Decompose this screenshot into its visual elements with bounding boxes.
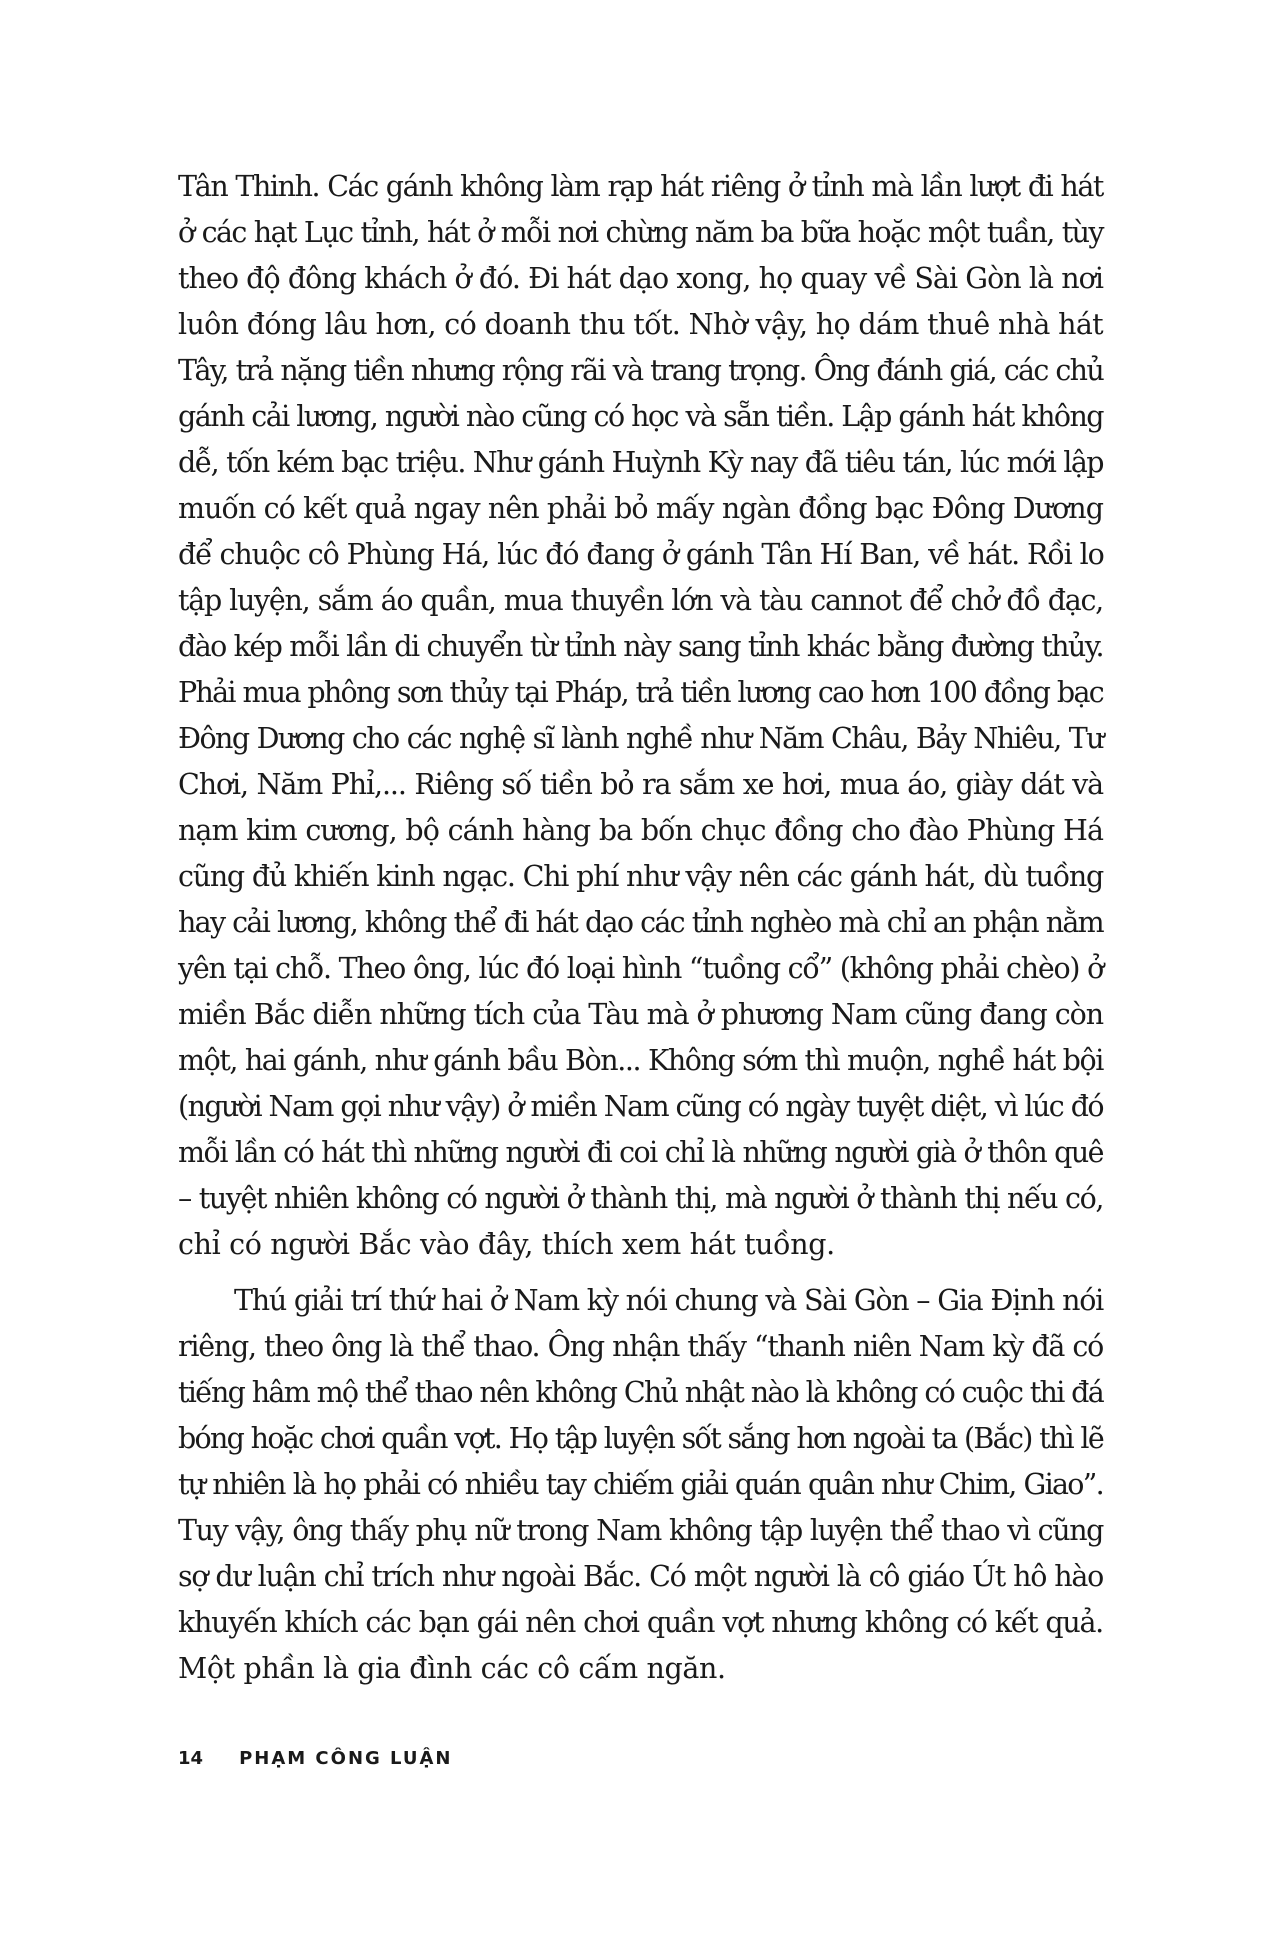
text-line: Tân Thinh. Các gánh không làm rạp hát riêng ở tỉnh mà lần lượt đi hát (178, 170, 1103, 203)
text-line: Tuy vậy, ông thấy phụ nữ trong Nam không tập luyện thể thao vì cũng (178, 1514, 1103, 1547)
text-line: Tây, trả nặng tiền nhưng rộng rãi và trang trọng. Ông đánh giá, các chủ (178, 354, 1103, 387)
text-line: tự nhiên là họ phải có nhiều tay chiếm giải quán quân như Chim, Giao”. (178, 1468, 1103, 1501)
text-line: sợ dư luận chỉ trích như ngoài Bắc. Có một người là cô giáo Út hô hào (178, 1560, 1103, 1593)
text-line: yên tại chỗ. Theo ông, lúc đó loại hình “tuồng cổ” (không phải chèo) ở (178, 952, 1103, 985)
text-line: mỗi lần có hát thì những người đi coi chỉ là những người già ở thôn quê (178, 1136, 1103, 1169)
text-line: nạm kim cương, bộ cánh hàng ba bốn chục đồng cho đào Phùng Há (178, 814, 1103, 847)
text-line: để chuộc cô Phùng Há, lúc đó đang ở gánh Tân Hí Ban, về hát. Rồi lo (178, 538, 1104, 571)
paragraph-2 (178, 1278, 1103, 1692)
text-line: một, hai gánh, như gánh bầu Bòn... Không sớm thì muộn, nghề hát bội (178, 1044, 1103, 1077)
paragraph-gap (178, 1268, 1103, 1278)
body-text (178, 164, 1103, 1692)
text-line: Một phần là gia đình các cô cấm ngăn. (178, 1652, 726, 1685)
text-line: (người Nam gọi như vậy) ở miền Nam cũng có ngày tuyệt diệt, vì lúc đó (178, 1090, 1104, 1123)
page-footer (178, 1748, 453, 1769)
author-name: PHẠM CÔNG LUẬN (239, 1748, 453, 1769)
text-line: Đông Dương cho các nghệ sĩ lành nghề như Năm Châu, Bảy Nhiêu, Tư (178, 722, 1103, 755)
text-line: hay cải lương, không thể đi hát dạo các tỉnh nghèo mà chỉ an phận nằm (178, 906, 1103, 939)
text-line: ở các hạt Lục tỉnh, hát ở mỗi nơi chừng năm ba bữa hoặc một tuần, tùy (178, 216, 1103, 249)
text-line: đào kép mỗi lần di chuyển từ tỉnh này sang tỉnh khác bằng đường thủy. (178, 630, 1103, 663)
text-line: – tuyệt nhiên không có người ở thành thị, mà người ở thành thị nếu có, (178, 1182, 1103, 1215)
text-line: khuyến khích các bạn gái nên chơi quần vợt nhưng không có kết quả. (178, 1606, 1103, 1639)
text-line: cũng đủ khiến kinh ngạc. Chi phí như vậy nên các gánh hát, dù tuồng (178, 860, 1103, 893)
text-line: Chơi, Năm Phỉ,... Riêng số tiền bỏ ra sắm xe hơi, mua áo, giày dát và (178, 768, 1103, 801)
text-line: tiếng hâm mộ thể thao nên không Chủ nhật nào là không có cuộc thi đá (178, 1376, 1103, 1409)
text-line: theo độ đông khách ở đó. Đi hát dạo xong, họ quay về Sài Gòn là nơi (178, 262, 1103, 295)
text-line: luôn đóng lâu hơn, có doanh thu tốt. Nhờ vậy, họ dám thuê nhà hát (178, 308, 1103, 341)
paragraph-1 (178, 164, 1103, 1268)
text-line: miền Bắc diễn những tích của Tàu mà ở phương Nam cũng đang còn (178, 998, 1103, 1031)
page-number: 14 (178, 1748, 204, 1769)
text-line: gánh cải lương, người nào cũng có học và sẵn tiền. Lập gánh hát không (178, 400, 1103, 433)
text-line: bóng hoặc chơi quần vợt. Họ tập luyện sốt sắng hơn ngoài ta (Bắc) thì lẽ (178, 1422, 1103, 1455)
text-line: Phải mua phông sơn thủy tại Pháp, trả tiền lương cao hơn 100 đồng bạc (178, 676, 1103, 709)
text-line: dễ, tốn kém bạc triệu. Như gánh Huỳnh Kỳ nay đã tiêu tán, lúc mới lập (178, 446, 1103, 479)
text-line: Thú giải trí thứ hai ở Nam kỳ nói chung và Sài Gòn – Gia Định nói (234, 1284, 1103, 1317)
text-line: chỉ có người Bắc vào đây, thích xem hát tuồng. (178, 1228, 835, 1261)
text-line: muốn có kết quả ngay nên phải bỏ mấy ngàn đồng bạc Đông Dương (178, 492, 1103, 525)
text-line: riêng, theo ông là thể thao. Ông nhận thấy “thanh niên Nam kỳ đã có (178, 1330, 1103, 1363)
text-line: tập luyện, sắm áo quần, mua thuyền lớn và tàu cannot để chở đồ đạc, (178, 584, 1103, 617)
